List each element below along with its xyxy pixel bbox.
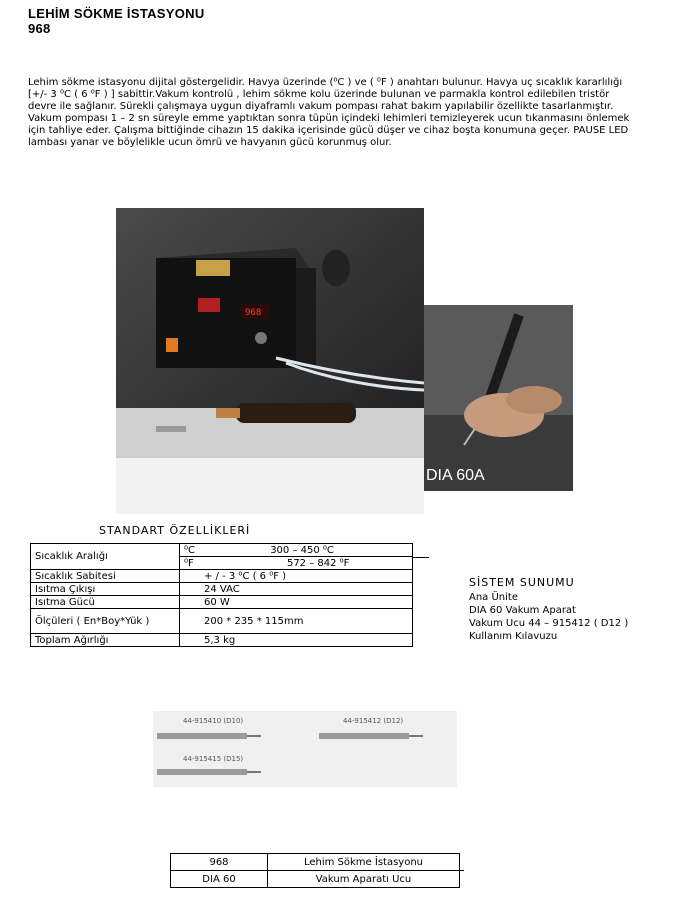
intro-line: Lehim sökme istasyonu dijital göstergelidir. Havya üzerinde (⁰C ) ve ( ⁰F ) anahtarı bulunur. Havya uç sıcaklık kararlılığı bbox=[28, 77, 623, 88]
table-row bbox=[31, 609, 413, 634]
title-line-2: 968 bbox=[28, 21, 51, 36]
system-heading: SİSTEM SUNUMU bbox=[469, 576, 575, 589]
model-code: 968 bbox=[171, 854, 268, 871]
table-row bbox=[171, 854, 460, 871]
model-desc: Lehim Sökme İstasyonu bbox=[268, 854, 460, 871]
table-row bbox=[31, 583, 413, 596]
spec-label: Toplam Ağırlığı bbox=[31, 634, 180, 647]
title-line-1: LEHİM SÖKME İSTASYONU bbox=[28, 6, 205, 21]
page-title bbox=[28, 6, 205, 36]
hand-illustration bbox=[424, 305, 573, 491]
intro-line: [+/- 3 ⁰C ( 6 ⁰F ) ] sabittir.Vakum kontrolü , lehim sökme kolu üzerinde bulunan ve parmakla kontrol edilebilen tristör bbox=[28, 89, 610, 100]
station-photo bbox=[116, 208, 424, 458]
hand-photo bbox=[424, 305, 573, 491]
spec-label: Isıtma Gücü bbox=[31, 596, 180, 609]
spec-label: Sıcaklık Aralığı bbox=[31, 544, 180, 570]
intro-paragraph bbox=[28, 77, 673, 149]
station-illustration bbox=[116, 208, 424, 458]
list-item: DIA 60 Vakum Aparat bbox=[469, 605, 576, 616]
spec-value bbox=[180, 557, 413, 570]
list-item: Kullanım Kılavuzu bbox=[469, 631, 558, 642]
table-row bbox=[171, 871, 460, 888]
system-contents bbox=[469, 576, 628, 643]
table-row bbox=[31, 544, 413, 557]
spec-label: Isıtma Çıkışı bbox=[31, 583, 180, 596]
model-code: DIA 60 bbox=[171, 871, 268, 888]
list-item: Ana Ünite bbox=[469, 592, 518, 603]
temp-unit-c: ⁰C bbox=[184, 544, 195, 556]
tip-label: 44-915410 (D10) bbox=[183, 717, 244, 725]
spec-heading: STANDART ÖZELLİKLERİ bbox=[99, 524, 251, 537]
divider bbox=[413, 557, 429, 558]
spec-label: Sıcaklık Sabitesi bbox=[31, 570, 180, 583]
product-label: DIA 60A bbox=[426, 467, 485, 484]
panel-display: 968 bbox=[245, 308, 262, 318]
spec-value: + / - 3 ⁰C ( 6 ⁰F ) bbox=[180, 570, 413, 583]
intro-line: devre ile sağlanır. Sürekli çalışmaya uygun diyaframlı vakum pompası rahat bakım yapılabilir özellikte tasarlanmıştır. bbox=[28, 101, 614, 112]
intro-line: Vakum pompası 1 – 2 sn süreyle emme yaptıktan sonra tüpün içindeki lehimleri temizleyerek ucun tıkanmasını önlemek bbox=[28, 113, 630, 124]
tip-label: 44-915412 (D12) bbox=[343, 717, 404, 725]
nozzle-tips-diagram bbox=[153, 711, 457, 787]
spec-value: 5,3 kg bbox=[180, 634, 413, 647]
model-desc: Vakum Aparatı Ucu bbox=[268, 871, 460, 888]
tip-label: 44-915415 (D15) bbox=[183, 755, 244, 763]
list-item: Vakum Ucu 44 – 915412 ( D12 ) bbox=[469, 618, 629, 629]
spec-value: 24 VAC bbox=[180, 583, 413, 596]
spec-value: 200 * 235 * 115mm bbox=[180, 609, 413, 634]
spec-table bbox=[30, 543, 413, 647]
photo-shadow bbox=[116, 458, 424, 514]
divider bbox=[460, 870, 464, 871]
table-row bbox=[31, 570, 413, 583]
spec-value: 60 W bbox=[180, 596, 413, 609]
temp-unit-f: ⁰F bbox=[184, 557, 194, 569]
table-row bbox=[31, 634, 413, 647]
intro-line: lambası yanar ve böylelikle ucun ömrü ve havyanın gücü korunmuş olur. bbox=[28, 137, 392, 148]
table-row bbox=[31, 596, 413, 609]
model-table bbox=[170, 853, 460, 888]
intro-line: için tahliye eder. Çalışma bittiğinde cihazın 15 dakika içerisinde gücü düşer ve cihaz boşta konumuna geçer. PAUSE LED bbox=[28, 125, 629, 136]
temp-range-c: 300 – 450 ⁰C bbox=[270, 544, 334, 556]
spec-value bbox=[180, 544, 413, 557]
spec-label: Ölçüleri ( En*Boy*Yük ) bbox=[31, 609, 180, 634]
temp-range-f: 572 – 842 ⁰F bbox=[286, 557, 350, 569]
